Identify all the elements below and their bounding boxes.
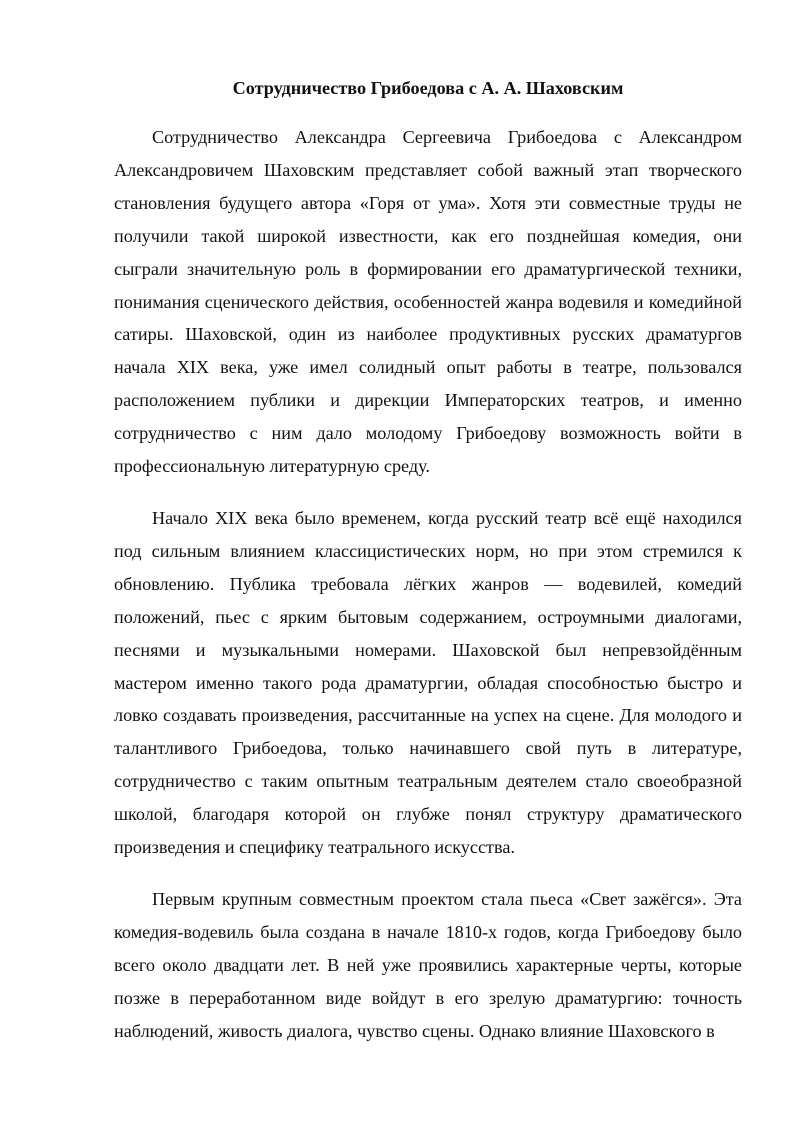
- paragraph-3: Первым крупным совместным проектом стала пьеса «Свет зажёгся». Эта комедия-водевиль была создана в начале 1810-х годов, когда Грибоедову было всего около двадцати лет. В ней уже проявились характерные черты, которые позже в переработанном виде войдут в его зрелую драматургию: точность наблюдений, живость диалога, чувство сцены. Однако влияние Шаховского в: [114, 888, 742, 1041]
- document-body: [114, 76, 742, 1066]
- paragraph-2: Начало XIX века было временем, когда русский театр всё ещё находился под сильным влиянием классицистических норм, но при этом стремился к обновлению. Публика требовала лёгких жанров — водевилей, комедий положений, пьес с ярким бытовым содержанием, остроумными диалогами, песнями и музыкальными номерами. Шаховской был непревзойдённым мастером именно такого рода драматургии, обладая способностью быстро и ловко создавать произведения, рассчитанные на успех на сцене. Для молодого и талантливого Грибоедова, только начинавшего свой путь в литературе, сотрудничество с таким опытным театральным деятелем стало своеобразной школой, благодаря которой он глубже понял структуру драматического произведения и специфику театрального искусства.: [114, 507, 742, 858]
- document-title: Сотрудничество Грибоедова с А. А. Шаховским: [232, 78, 624, 98]
- paragraph-1: Сотрудничество Александра Сергеевича Грибоедова с Александром Александровичем Шаховским представляет собой важный этап творческого становления будущего автора «Горя от ума». Хотя эти совместные труды не получили такой широкой известности, как его позднейшая комедия, они сыграли значительную роль в формировании его драматургической техники, понимания сценического действия, особенностей жанра водевиля и комедийной сатиры. Шаховской, один из наиболее продуктивных русских драматургов начала XIX века, уже имел солидный опыт работы в театре, пользовался расположением публики и дирекции Императорских театров, и именно сотрудничество с ним дало молодому Грибоедову возможность войти в профессиональную литературную среду.: [114, 127, 742, 477]
